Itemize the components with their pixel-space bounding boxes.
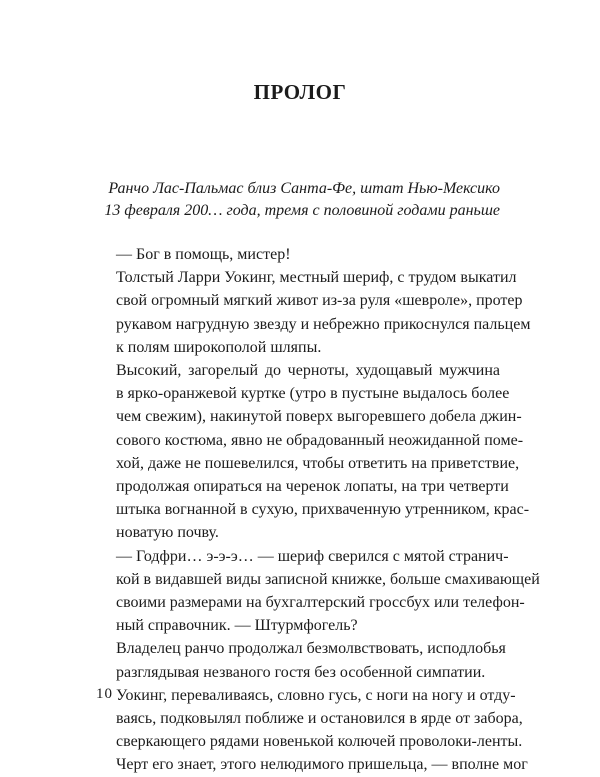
text-line: ный справочник. — Штурмфогель? (116, 617, 358, 635)
text-line: Уокинг, переваливаясь, словно гусь, с ноги на ногу и отду- (116, 686, 516, 704)
text-line: Черт его знает, этого нелюдимого пришельца, — вполне мог (116, 756, 528, 774)
epigraph (96, 178, 500, 222)
paragraph (96, 243, 500, 266)
paragraph (96, 266, 531, 359)
epigraph-location: Ранчо Лас-Пальмас близ Санта-Фе, штат Нью-Мексико (108, 180, 500, 197)
text-line: к полям широкополой шляпы. (116, 338, 322, 356)
text-line: в ярко-оранжевой куртке (утро в пустыне выдалось более (116, 385, 510, 403)
text-line: хой, даже не пошевелился, чтобы ответить на приветствие, (116, 454, 520, 472)
paragraph (96, 637, 506, 683)
text-line: Владелец ранчо продолжал безмолвствовать, исподлобья (116, 640, 506, 658)
text-line: — Годфри… э-э-э… — шериф сверился с мятой странич- (116, 547, 509, 565)
text-line: продолжая опираться на черенок лопаты, на три четверти (116, 478, 509, 496)
body-text (96, 243, 540, 777)
paragraph (96, 545, 540, 638)
text-line: кой в видавшей виды записной книжке, больше смахивающей (116, 570, 540, 588)
paragraph (96, 684, 528, 777)
text-line: чем свежим), накинутой поверх выгоревшего добела джин- (116, 408, 522, 426)
text-line: ваясь, подковылял поближе и остановился в ярде от забора, (116, 710, 523, 728)
text-line: сверкающего рядами новенькой колючей проволоки-ленты. (116, 733, 523, 751)
text-line: Толстый Ларри Уокинг, местный шериф, с трудом выкатил (116, 269, 517, 287)
text-line: свой огромный мягкий живот из-за руля «шевроле», протер (116, 292, 523, 310)
paragraph (96, 359, 530, 545)
text-line: разглядывая незваного гостя без особенной симпатии. (116, 663, 486, 681)
text-line: штыка вогнанной в сухую, прихваченную утренником, крас- (116, 501, 530, 519)
text-line: сового костюма, явно не обрадованный неожиданной поме- (116, 431, 524, 449)
text-line: новатую почву. (116, 524, 219, 542)
epigraph-date: 13 февраля 200… года, тремя с половиной годами раньше (104, 202, 500, 219)
text-line: Высокий, загорелый до черноты, худощавый мужчина (116, 362, 500, 380)
text-line: своими размерами на бухгалтерский гроссбух или телефон- (116, 594, 525, 612)
text-line: — Бог в помощь, мистер! (116, 246, 291, 263)
text-line: рукавом нагрудную звезду и небрежно прикоснулся пальцем (116, 315, 531, 333)
page-number: 10 (96, 686, 113, 702)
chapter-title: ПРОЛОГ (253, 80, 347, 104)
